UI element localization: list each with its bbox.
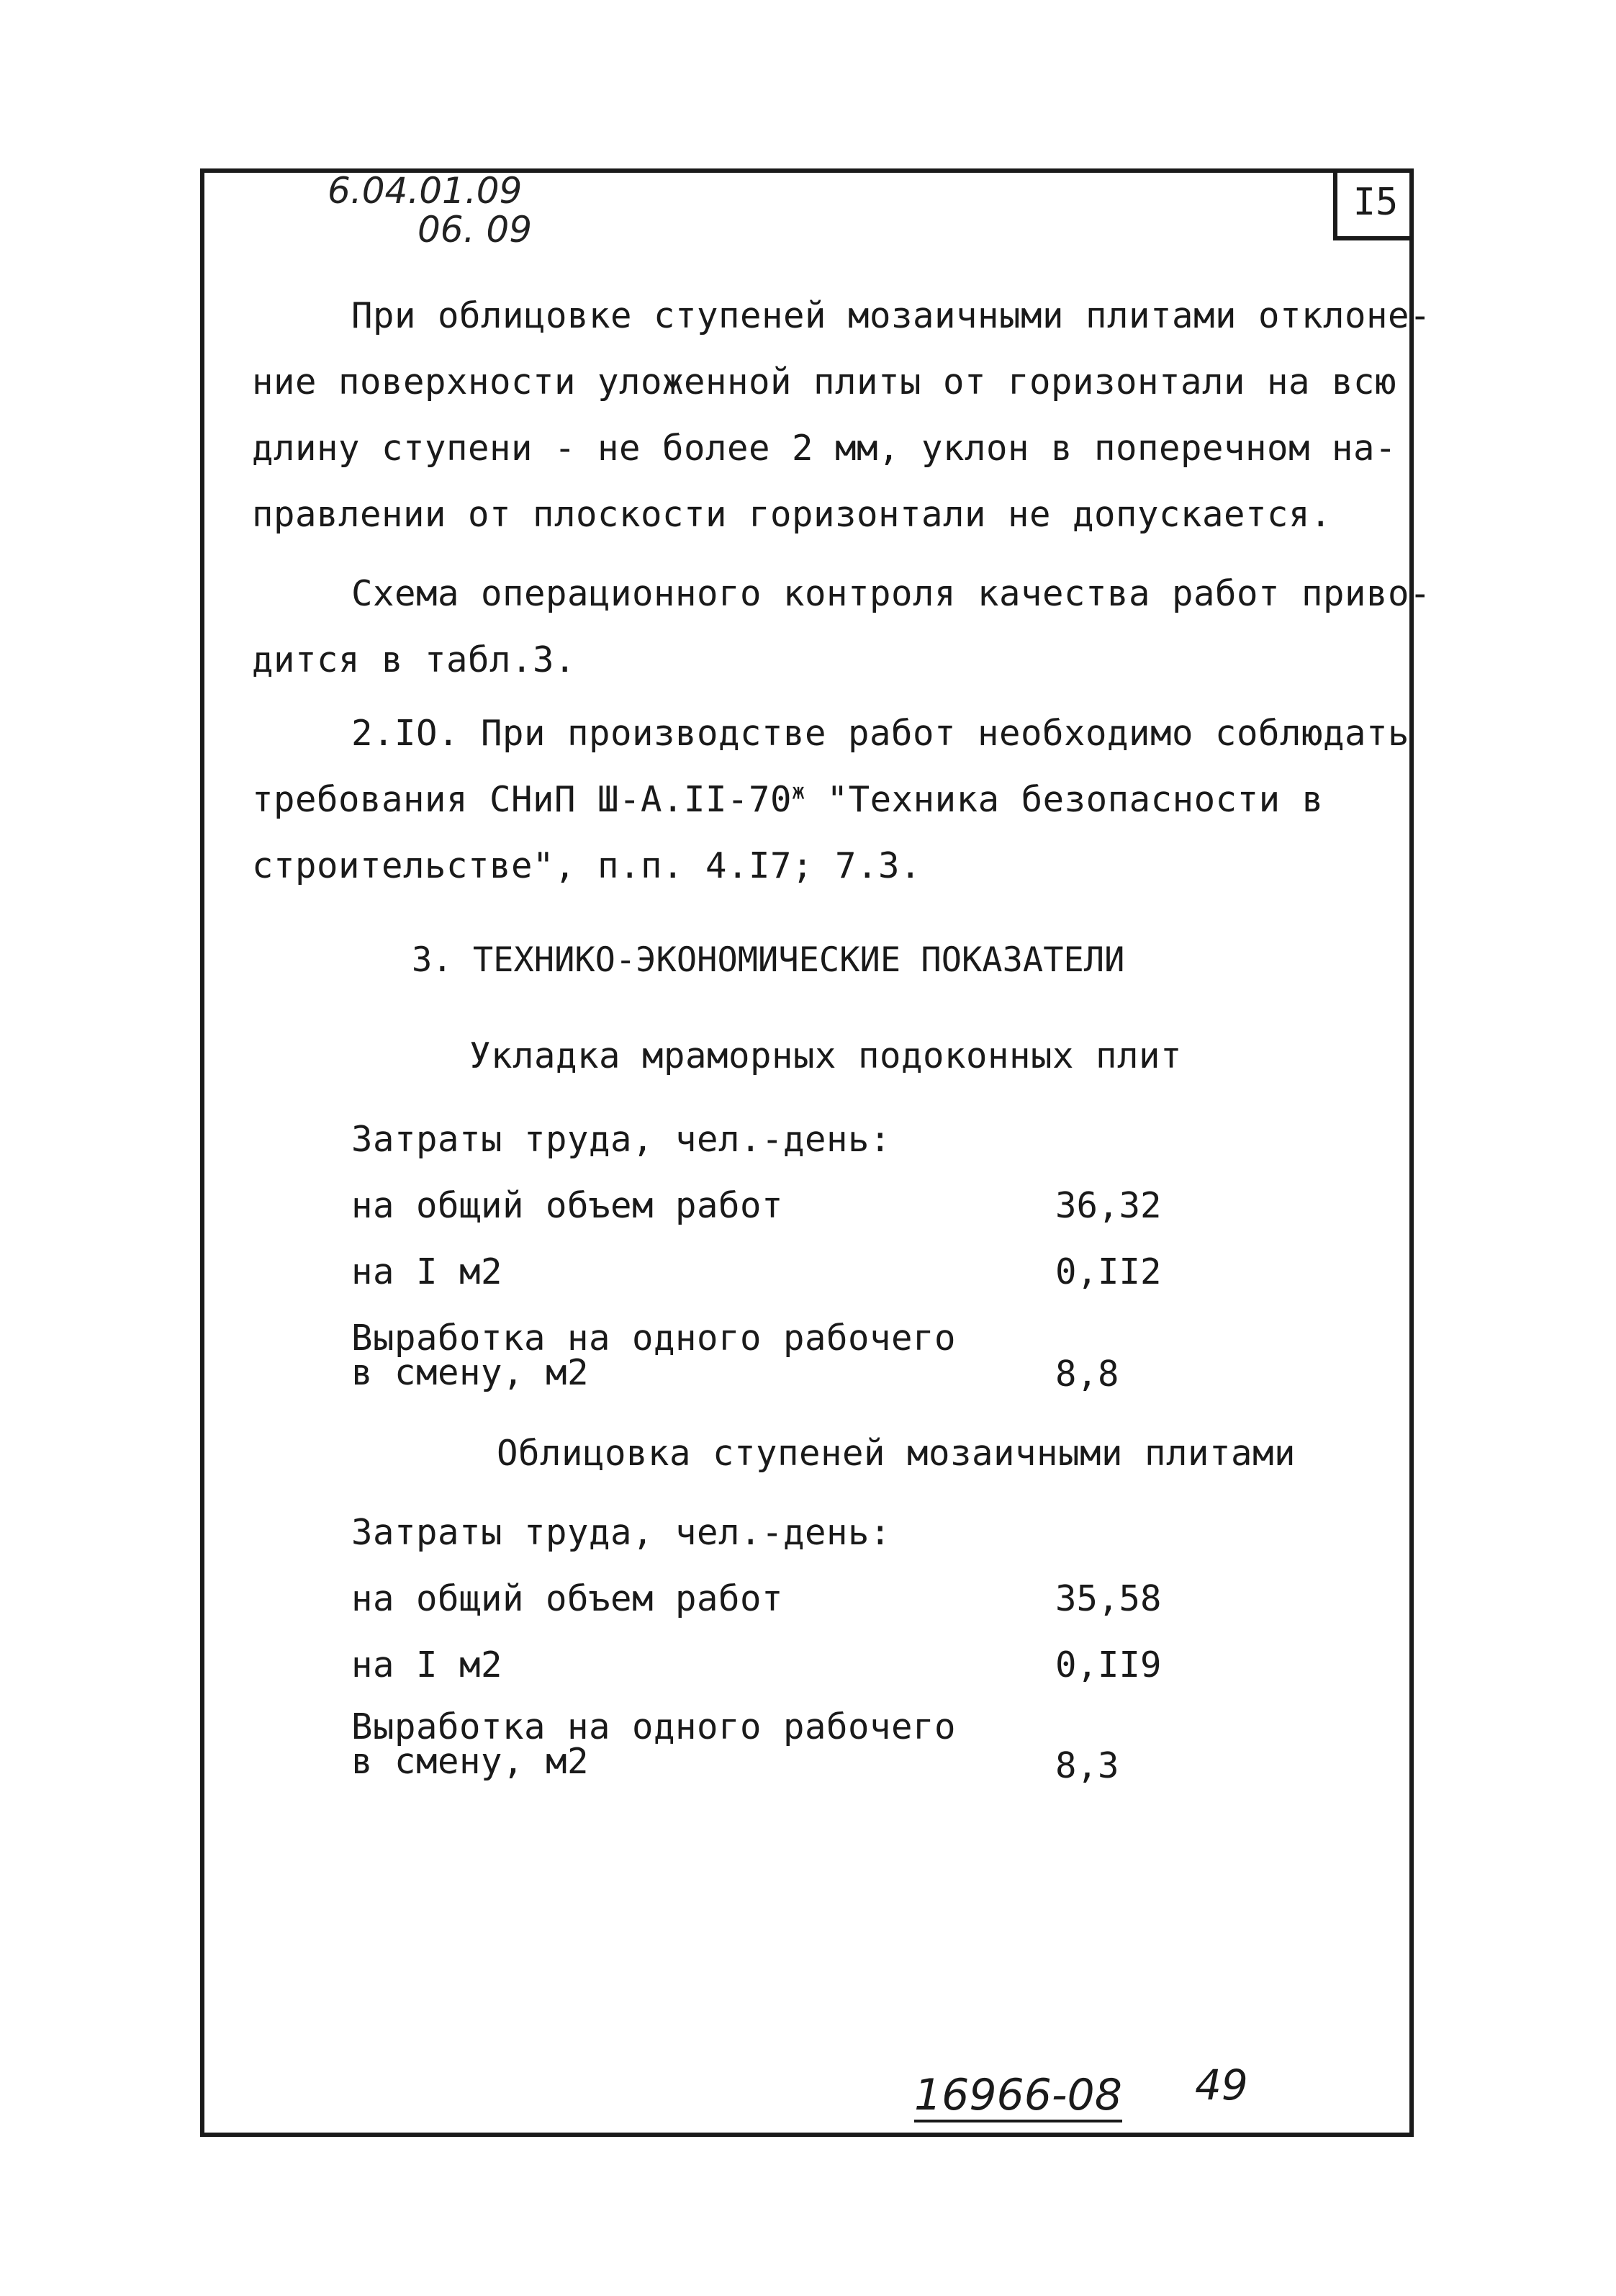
block-1-total-label: на общий объем работ [351,1185,784,1226]
block-1-output-value: 8,8 [1055,1354,1119,1395]
block-2-labor-label: Затраты труда, чел.-день: [351,1512,892,1553]
block-2-per-m2-label: на I м2 [351,1644,503,1685]
block-1-per-m2-label: на I м2 [351,1251,503,1292]
footer-sheet-number: 49 [1195,2061,1248,2110]
block-2-output-value: 8,3 [1055,1745,1119,1786]
block-1-output-label-1: Выработка на одного рабочего [351,1318,957,1359]
paragraph-2-line-1: Схема операционного контроля качества работ приво- [351,573,1432,614]
block-2-subtitle: Облицовка ступеней мозаичными плитами [497,1433,1296,1474]
paragraph-1-line-3: длину ступени - не более 2 мм, уклон в поперечном на- [252,428,1397,469]
block-1-subtitle: Укладка мраморных подоконных плит [469,1035,1183,1076]
paragraph-1-line-2: ние поверхности уложенной плиты от горизонтали на всю [252,361,1397,402]
block-1-output-label-2: в смену, м2 [351,1352,590,1393]
block-2-output-label-2: в смену, м2 [351,1741,590,1782]
block-2-total-value: 35,58 [1055,1578,1162,1619]
paragraph-2-line-2: дится в табл.3. [252,639,577,680]
handwritten-code-2: 06. 09 [417,209,533,251]
paragraph-1-line-1: При облицовке ступеней мозаичными плитами отклоне- [351,295,1432,336]
paragraph-3-line-3: строительстве", п.п. 4.I7; 7.3. [252,845,922,886]
paragraph-1-line-4: правлении от плоскости горизонтали не допускается. [252,494,1332,535]
page-number: I5 [1333,168,1414,240]
footer-doc-code: 16966-08 [914,2074,1122,2122]
section-title: 3. ТЕХНИКО-ЭКОНОМИЧЕСКИЕ ПОКАЗАТЕЛИ [412,940,1125,980]
block-2-per-m2-value: 0,II9 [1055,1644,1162,1685]
handwritten-code-1: 6.04.01.09 [328,170,523,212]
block-1-labor-label: Затраты труда, чел.-день: [351,1119,892,1160]
block-1-total-value: 36,32 [1055,1185,1162,1226]
block-2-total-label: на общий объем работ [351,1578,784,1619]
block-1-per-m2-value: 0,II2 [1055,1251,1162,1292]
paragraph-3-line-2: требования СНиП $Ш-А.II-70^ж$ "Техника безопасности в [252,779,1324,820]
block-2-output-label-1: Выработка на одного рабочего [351,1706,957,1747]
paragraph-3-line-1: 2.IO. При производстве работ необходимо соблюдать [351,713,1410,754]
